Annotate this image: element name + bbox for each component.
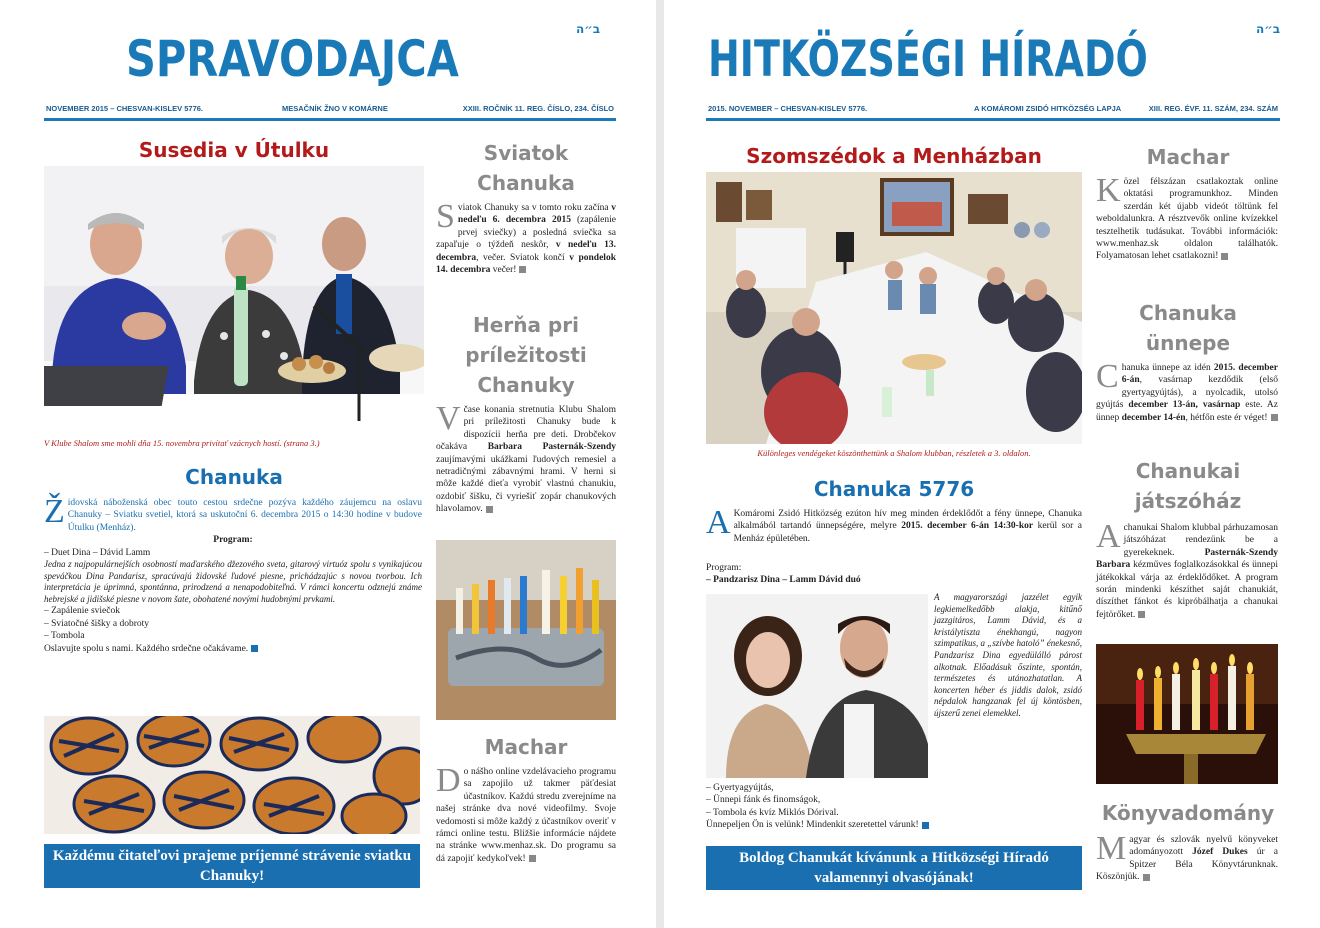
end-mark — [1221, 253, 1228, 260]
chanuka-intro: idovská náboženská obec touto cestou srdečne pozýva každého záujemcu na oslavu Chanuky – Sviatku svetiel, ktorá sa uskutoční 6. decembra 2015 o 14:30 hodine v budove Útulku (Menház). — [67, 498, 422, 533]
right-page — [664, 0, 1320, 928]
closing-text: Oslavujte spolu s nami. Každého srdečne očakávame. — [44, 643, 249, 654]
info-line — [44, 98, 616, 121]
end-mark — [486, 506, 493, 513]
program-item: – Gyertyagyújtás, — [706, 783, 774, 793]
greeting-banner: Každému čitateľovi prajeme príjemné strávenie sviatku Chanuky! — [44, 844, 420, 888]
sviatok-article — [436, 198, 616, 276]
program-description: Jedna z najpopulárnejších osobností maďarského džezového sveta, gitarový virtuóz spolu s vynikajúcou speváčkou Dina Pandarisz, spracúvajú židovské ľudové piesne, prichádzajúc s novou tvorbou. Ich interpretácia je úprimná, spontánna, prirodzená a nenapodobiteľná. V rámci koncertu odznejú známe hebrejské a jidišské piesne v novom šate, obohatené novými hudobnými prvkami. — [44, 559, 422, 604]
article-text: kézműves foglalkozásokkal és ünnepi játékokkal várja az érdeklődőket. A program során mindenki készíthet saját chanukiát, díszíthet fánkot és kipróbálhatja a chanukai fejtörőket. — [1096, 560, 1278, 620]
program-list — [706, 782, 1082, 832]
date-highlight: december 13-án, vasárnap — [1128, 400, 1241, 411]
article-text: (zapálenie prvej sviečky) a posledná sviečka sa zapaľuje o týždeň neskôr, — [436, 215, 616, 251]
article-text: hanuka ünnepe az idén — [1121, 363, 1214, 373]
machar-title: Machar — [1146, 145, 1230, 169]
main-photo-caption: V Klube Shalom sme mohli dňa 15. novembra privítať vzácnych hostí. (strana 3.) — [44, 438, 320, 448]
konyv-title: Könyvadomány — [1101, 801, 1275, 825]
end-mark — [1138, 611, 1145, 618]
article-text: este. Az ünnep — [1096, 400, 1278, 423]
article-text: večer! — [490, 265, 517, 276]
article-text: chanukai Shalom klubbal párhuzamosan játszóházat rendezünk be a gyerekeknek. — [1123, 523, 1278, 558]
menorah-photo — [1096, 644, 1278, 784]
program-item: – Tombola és kvíz Miklós Dórival. — [706, 807, 839, 818]
greeting-banner: Boldog Chanukát kívánunk a Hitközségi Híradó valamennyi olvasójának! — [706, 846, 1082, 890]
program-item: – Pandzarisz Dina – Lamm Dávid duó — [706, 575, 861, 586]
issue-desc: MESAČNÍK ŽNO V KOMÁRNE — [282, 104, 388, 113]
person-name: Barbara Pasternák-Szendy — [487, 442, 616, 453]
program-item: – Zapálenie sviečok — [44, 606, 120, 617]
main-article-title: Susedia v Útulku — [138, 138, 330, 162]
article-text: kerül sor a Menház épületében. — [733, 521, 1082, 544]
drop-cap: D — [436, 762, 461, 799]
jatszo-title: Chanukai játszóház — [1134, 459, 1242, 513]
article-text: Komáromi Zsidó Hitközség ezúton hív meg minden érdeklődőt a fény ünnepe, Chanuka alkalmából tartandó ünnepségére, melyre — [733, 509, 1082, 532]
masthead-title: SPRAVODAJCA — [126, 30, 459, 88]
jatszo-article — [1096, 518, 1278, 621]
sviatok-title: Sviatok Chanuka — [477, 141, 575, 195]
duo-photo — [706, 594, 928, 778]
article-text: zaujímavými ukážkami ľudových remesiel a netradičnými zábavnými hrami. V herni si môže každé dieťa vyrobiť vlastnú chanukiu, ozdobiť šišku, či vyriešiť zopár chanukových hlavolamov. — [436, 454, 616, 515]
program-item: – Tombola — [44, 631, 85, 642]
date-highlight: v nedeľu 6. decembra 2015 — [457, 203, 616, 226]
chanuka-title: Chanuka — [185, 465, 283, 489]
article-text: , večer. Sviatok končí — [476, 252, 570, 263]
drop-cap: A — [706, 504, 731, 541]
closing-text: Ünnepeljen Ön is velünk! Mindenkit szeretettel várunk! — [706, 820, 919, 831]
drop-cap: C — [1096, 358, 1119, 395]
article-text: özel félszázan csatlakoztak online oktatási programunkhoz. Minden szerdán két újabb videót töltünk fel weboldalunkra. A résztvevők online kvízekkel tesztelhetik tudásukat. További információk: www.menhaz.sk oldalon találhatók. Folyamatosan lehet csatlakozni! — [1096, 177, 1278, 262]
end-mark — [1271, 414, 1278, 421]
end-mark — [529, 855, 536, 862]
bh-mark: ב״ה — [1256, 22, 1281, 36]
end-mark — [1143, 874, 1150, 881]
herna-article — [436, 400, 616, 516]
candles-photo — [436, 540, 616, 720]
end-mark — [519, 266, 526, 273]
unnep-article — [1096, 358, 1278, 424]
issue-date: NOVEMBER 2015 – CHESVAN-KISLEV 5776. — [46, 104, 203, 113]
end-mark — [922, 822, 929, 829]
main-photo — [706, 172, 1082, 444]
page-gutter — [656, 0, 664, 928]
article-text: agyar és szlovák nyelvű könyveket adományozott — [1129, 835, 1278, 858]
drop-cap: M — [1096, 830, 1127, 867]
issue-number: XIII. REG. ÉVF. 11. SZÁM, 234. SZÁM — [1148, 104, 1278, 113]
left-page — [0, 0, 656, 928]
main-photo-caption: Különleges vendégeket köszönthettünk a Shalom klubban, részletek a 3. oldalon. — [757, 448, 1031, 458]
article-text: o nášho online vzdelávacieho programu sa zapojilo už takmer päťdesiat účastníkov. Každú stredu zverejníme na našej stránke dva nové videofilmy. Svoje vedomosti si môže každý z účastníkov overiť v rámci online testu. Bližšie informácie nájdete na stránke www.menhaz.sk. Do programu sa dá zapojiť kedykoľvek! — [436, 767, 616, 864]
program-block — [706, 562, 906, 587]
herna-title: Herňa pri príležitosti Chanuky — [465, 313, 587, 397]
article-text: čase konania stretnutia Klubu Shalom pri príležitosti Chanuky bude k dispozícii herňa pre deti. Drobčekov očakáva — [436, 405, 616, 453]
chanuka-article — [44, 493, 422, 655]
date-highlight: december 14-én — [1121, 412, 1186, 423]
machar-article — [436, 762, 616, 865]
machar-title: Machar — [484, 735, 568, 759]
drop-cap: S — [436, 198, 455, 235]
issue-number: XXIII. ROČNÍK 11. REG. ČÍSLO, 234. ČÍSLO — [462, 104, 614, 113]
donuts-photo — [44, 716, 420, 834]
drop-cap: Ž — [44, 493, 65, 530]
drop-cap: V — [436, 400, 461, 437]
program-item: – Ünnepi fánk és finomságok, — [706, 795, 821, 806]
machar-article — [1096, 172, 1278, 263]
konyv-article — [1096, 830, 1278, 884]
end-mark — [251, 645, 258, 652]
article-text: , vasárnap kezdődik (első gyertyagyújtás), a nyolcadik, utolsó gyújtás — [1096, 375, 1278, 411]
masthead-title: HITKÖZSÉGI HÍRADÓ — [708, 30, 1148, 88]
date-highlight: v nedeľu 13. decembra — [436, 240, 616, 263]
person-name: Pasternák-Szendy Barbara — [1096, 547, 1278, 571]
date-highlight: 2015. december 6-án 14:30-kor — [901, 521, 1034, 532]
program-description: A magyarországi jazzélet egyik legkiemelkedőbb alakja, kitűnő jazzgitáros, Lamm Dávid, és a kristálytiszta énekhangú, nagyon szimpatikus, a „szívbe hatoló” énekesnő, Pandzarisz Dina egyedülálló párost alkotnak. Előadásuk őszinte, spontán, természetes és utánozhatatlan. A koncerten héber és jiddis dalok, zsidó népdalok hangzanak fel új köntösben, újszerű zenei elemekkel. — [934, 592, 1082, 718]
article-text: viatok Chanuky sa v tomto roku začína — [457, 203, 612, 213]
program-item: – Sviatočné šišky a dobroty — [44, 618, 150, 629]
program-label: Program: — [213, 535, 253, 546]
main-article-title: Szomszédok a Menházban — [746, 144, 1042, 168]
chanuka-title: Chanuka 5776 — [813, 477, 975, 501]
chanuka-article — [706, 504, 1082, 545]
info-line — [706, 98, 1280, 121]
unnep-title: Chanuka ünnepe — [1139, 301, 1237, 355]
article-text: , hétfőn este ér véget! — [1185, 412, 1268, 423]
drop-cap: K — [1096, 172, 1121, 209]
bh-mark: ב״ה — [576, 22, 601, 36]
article-text: úr a Spitzer Béla Könyvtárunknak. Köszönjük. — [1096, 847, 1278, 883]
drop-cap: A — [1096, 518, 1121, 555]
program-item: – Duet Dina – Dávid Lamm — [44, 547, 151, 558]
date-highlight: v pondelok 14. decembra — [436, 252, 616, 276]
person-name: Józef Dukes — [1192, 847, 1248, 858]
date-highlight: 2015. december 6-án — [1121, 363, 1278, 386]
issue-desc: A KOMÁROMI ZSIDÓ HITKÖZSÉG LAPJA — [974, 104, 1122, 113]
program-label: Program: — [706, 563, 742, 573]
main-photo — [44, 166, 424, 434]
issue-date: 2015. NOVEMBER – CHESVAN-KISLEV 5776. — [708, 104, 868, 113]
